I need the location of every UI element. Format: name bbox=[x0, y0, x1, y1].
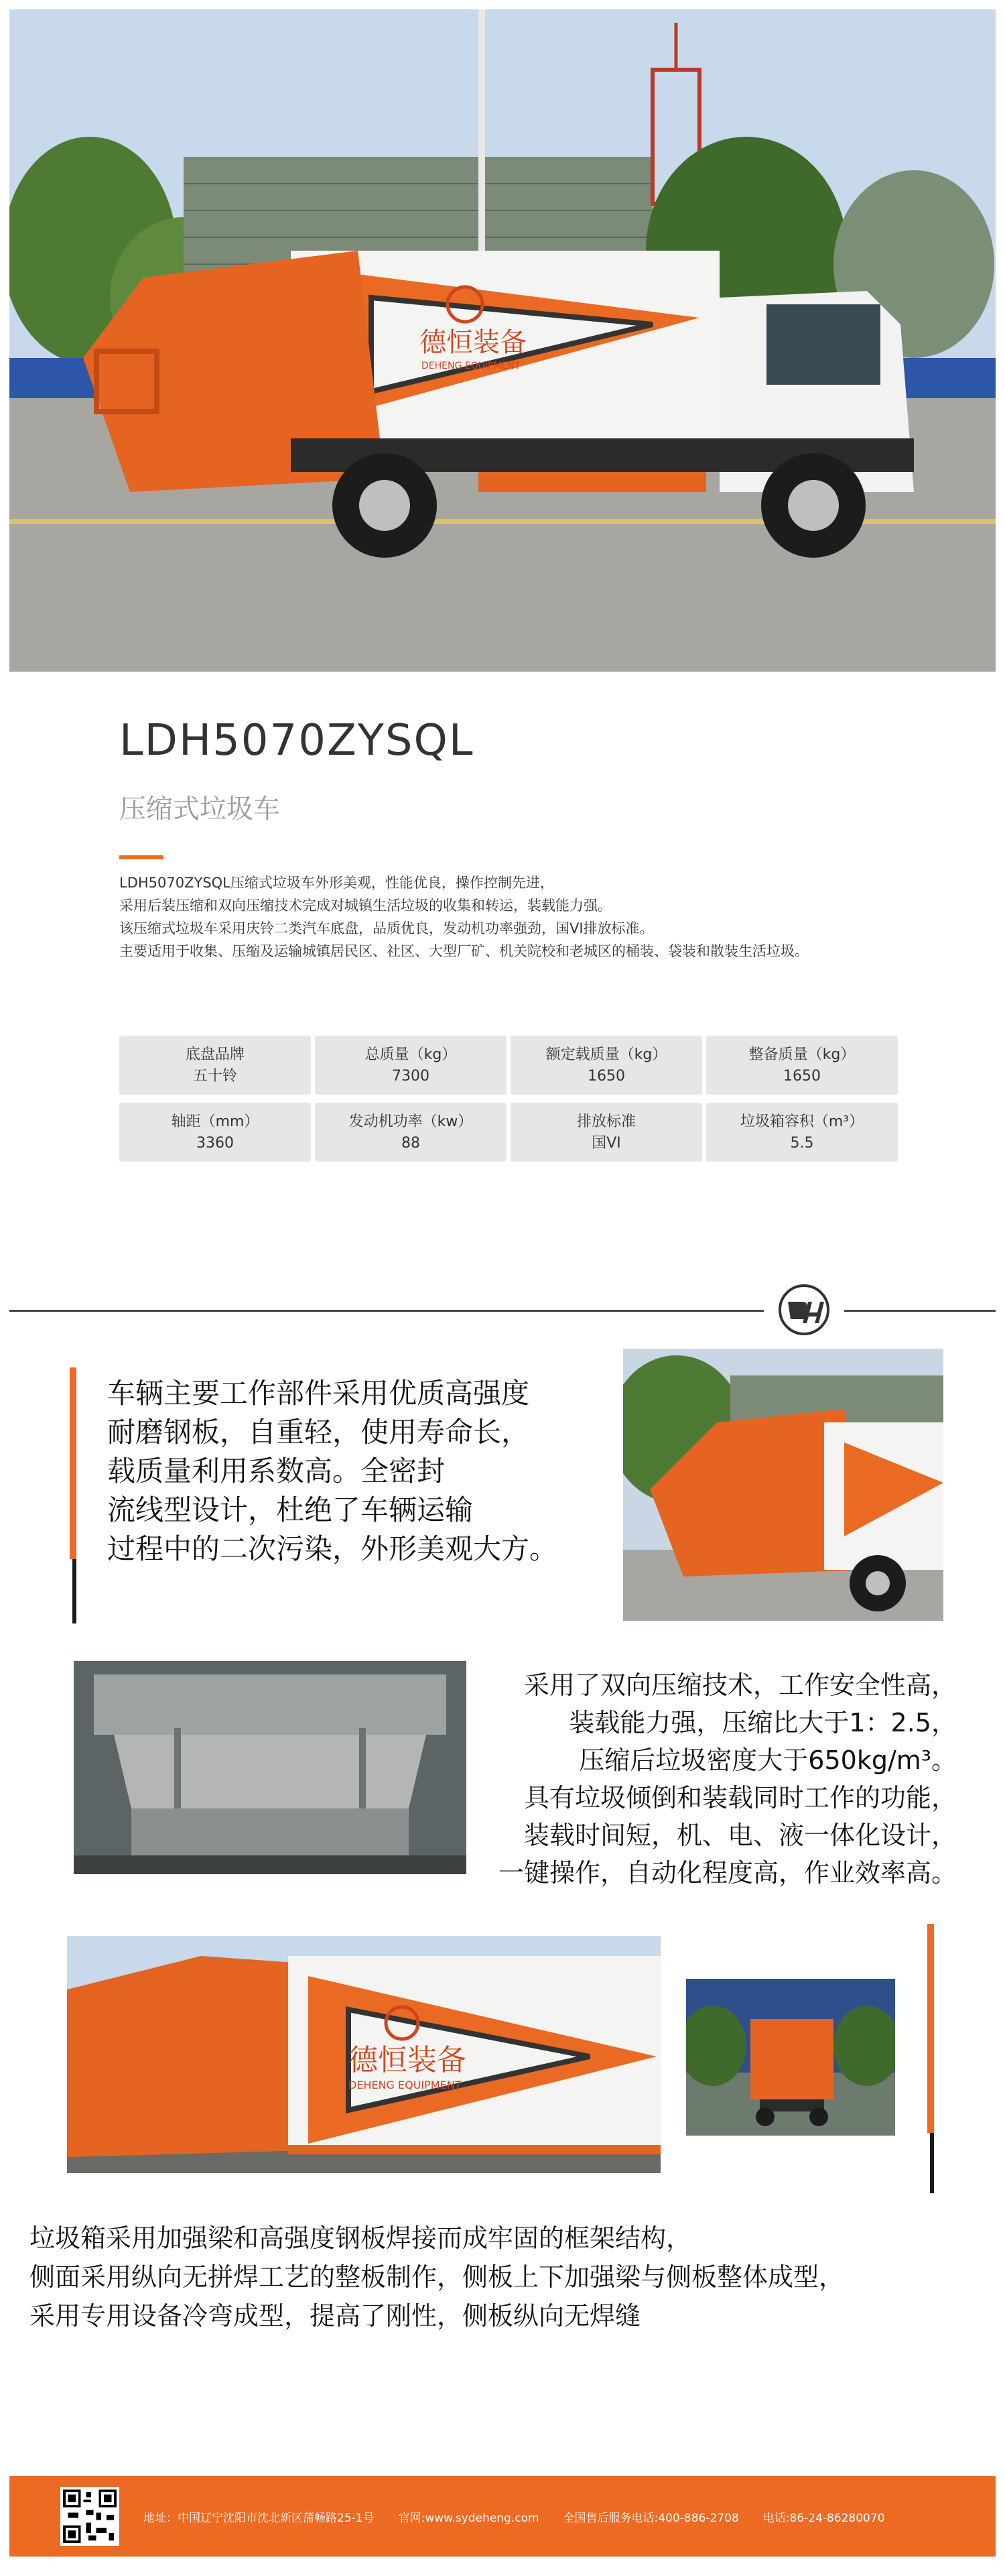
spec-label: 垃圾箱容积（m³） bbox=[740, 1113, 864, 1130]
spec-cell bbox=[511, 1103, 702, 1162]
product-model: LDH5070ZYSQL bbox=[119, 716, 474, 765]
feature-line: 装载时间短，机、电、液一体化设计， bbox=[523, 1821, 957, 1850]
spec-cell bbox=[706, 1103, 898, 1162]
accent-bar bbox=[119, 855, 163, 859]
spec-value: 3360 bbox=[196, 1135, 234, 1152]
spec-cell bbox=[119, 1103, 311, 1162]
feature-line: 装载能力强，压缩比大于1：2.5， bbox=[569, 1708, 957, 1737]
spec-value: 7300 bbox=[392, 1068, 429, 1085]
spec-cell bbox=[119, 1036, 311, 1095]
body-logo-text: 德恒装备 bbox=[348, 2043, 466, 2077]
spec-label: 底盘品牌 bbox=[185, 1046, 245, 1063]
feature-line: 车辆主要工作部件采用优质高强度 bbox=[107, 1377, 530, 1410]
feature-line: 压缩后垃圾密度大于650kg/m³。 bbox=[579, 1745, 957, 1775]
product-description bbox=[119, 871, 950, 963]
spec-value: 88 bbox=[401, 1135, 420, 1152]
feature-text-1 bbox=[107, 1374, 557, 1569]
feature-line: 一键操作，自动化程度高，作业效率高。 bbox=[498, 1858, 957, 1888]
spec-table bbox=[119, 1036, 898, 1162]
feature-line: 采用专用设备冷弯成型，提高了刚性，侧板纵向无焊缝 bbox=[29, 2301, 641, 2331]
accent-bar-vertical bbox=[927, 1924, 934, 2133]
loader-closeup-photo bbox=[623, 1349, 943, 1621]
brand-logo-icon bbox=[764, 1282, 844, 1338]
feature-line: 过程中的二次污染，外形美观大方。 bbox=[107, 1532, 558, 1565]
spec-label: 额定载质量（kg） bbox=[545, 1046, 667, 1063]
description-line: 主要适用于收集、压缩及运输城镇居民区、社区、大型厂矿、机关院校和老城区的桶装、袋装和散装生活垃圾。 bbox=[119, 943, 809, 959]
truck-logo-text: 德恒装备 bbox=[419, 327, 527, 358]
rear-view-photo bbox=[686, 1979, 895, 2136]
feature-line: 具有垃圾倾倒和装载同时工作的功能， bbox=[523, 1783, 957, 1813]
feature-line: 垃圾箱采用加强梁和高强度钢板焊接而成牢固的框架结构， bbox=[29, 2223, 692, 2253]
feature-text-2 bbox=[469, 1666, 957, 1892]
footer-address: 地址：中国辽宁沈阳市沈北新区蒲畅路25-1号 bbox=[143, 2511, 375, 2525]
body-logo-subtext: DEHENG EQUIPMENT bbox=[348, 2079, 462, 2091]
spec-cell bbox=[315, 1036, 507, 1095]
spec-label: 轴距（mm） bbox=[171, 1113, 259, 1130]
spec-label: 总质量（kg） bbox=[364, 1046, 457, 1063]
footer-bar bbox=[9, 2476, 996, 2557]
spec-value: 5.5 bbox=[790, 1135, 814, 1152]
spec-label: 排放标准 bbox=[576, 1113, 636, 1130]
spec-cell bbox=[315, 1103, 507, 1162]
accent-bar-vertical bbox=[70, 1367, 76, 1559]
spec-value: 五十铃 bbox=[192, 1068, 237, 1085]
spec-value: 1650 bbox=[588, 1068, 625, 1085]
feature-line: 载质量利用系数高。全密封 bbox=[107, 1455, 446, 1487]
footer-phone: 电话:86-24-86280070 bbox=[762, 2511, 885, 2525]
spec-label: 发动机功率（kw） bbox=[348, 1113, 473, 1130]
section-divider bbox=[9, 1310, 996, 1312]
spec-value: 国VI bbox=[592, 1135, 621, 1152]
description-line: 采用后装压缩和双向压缩技术完成对城镇生活垃圾的收集和转运，装载能力强。 bbox=[119, 898, 612, 914]
body-side-photo bbox=[67, 1936, 661, 2173]
hero-truck-photo bbox=[9, 9, 996, 672]
feature-line: 采用了双向压缩技术，工作安全性高， bbox=[523, 1670, 957, 1700]
compactor-interior-photo bbox=[74, 1661, 466, 1874]
qr-code-icon bbox=[60, 2487, 119, 2546]
feature-text-3 bbox=[29, 2219, 844, 2335]
spec-cell bbox=[706, 1036, 898, 1095]
spec-label: 整备质量（kg） bbox=[748, 1046, 856, 1063]
product-name: 压缩式垃圾车 bbox=[119, 794, 280, 824]
dark-bar-vertical bbox=[930, 2133, 934, 2193]
spec-cell bbox=[511, 1036, 702, 1095]
footer-website-link[interactable]: 官网:www.sydeheng.com bbox=[398, 2511, 539, 2525]
feature-line: 流线型设计，杜绝了车辆运输 bbox=[107, 1493, 474, 1526]
feature-line: 侧面采用纵向无拼焊工艺的整板制作，侧板上下加强梁与侧板整体成型， bbox=[29, 2262, 845, 2292]
dark-bar-vertical bbox=[72, 1559, 76, 1623]
truck-logo-subtext: DEHENG EQUIPMENT bbox=[421, 361, 521, 371]
spec-value: 1650 bbox=[783, 1068, 821, 1085]
footer-hotline: 全国售后服务电话:400-886-2708 bbox=[563, 2511, 739, 2525]
description-line: 该压缩式垃圾车采用庆铃二类汽车底盘，品质优良，发动机功率强劲，国VI排放标准。 bbox=[119, 920, 654, 936]
description-line: LDH5070ZYSQL压缩式垃圾车外形美观，性能优良，操作控制先进， bbox=[119, 875, 554, 891]
feature-line: 耐磨钢板，自重轻，使用寿命长， bbox=[107, 1416, 530, 1449]
